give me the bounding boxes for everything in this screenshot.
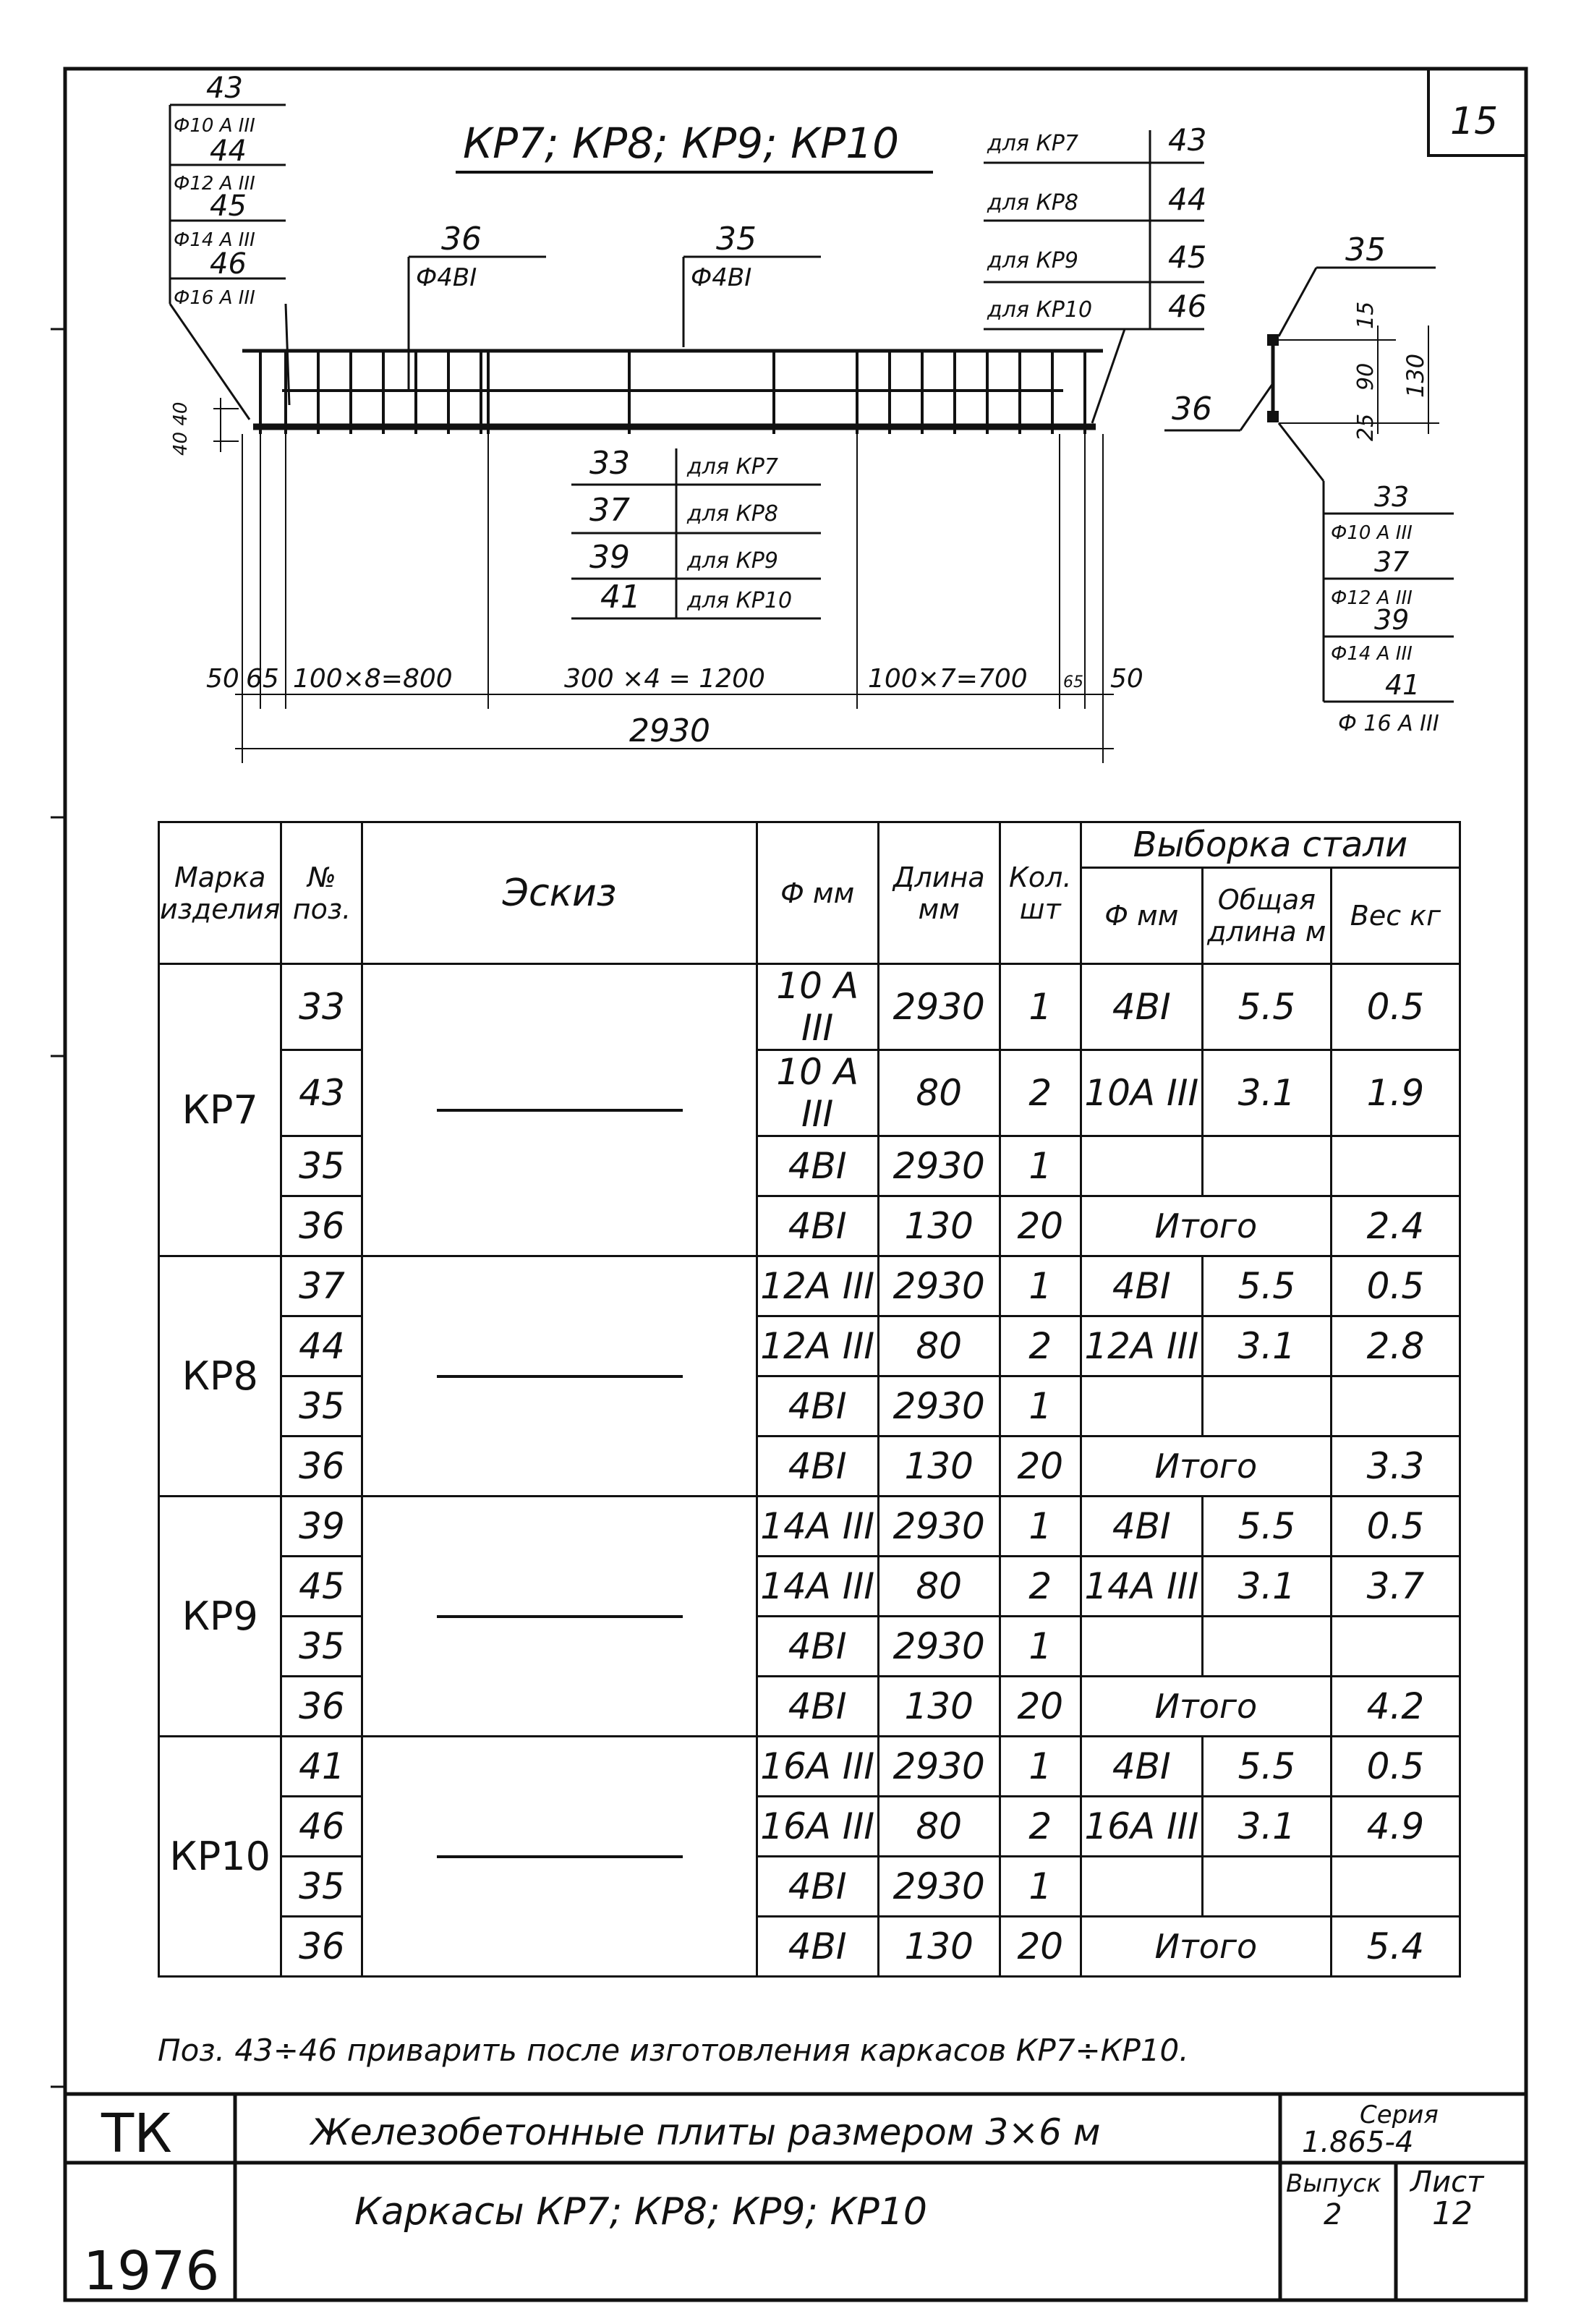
- series-label: Серия: [1360, 2100, 1439, 2129]
- pos-cell: 44: [281, 1316, 362, 1376]
- length-cell: 2930: [878, 1737, 1000, 1797]
- dia-cell: 4ВI: [757, 1196, 878, 1256]
- qty-cell: 2: [1000, 1316, 1081, 1376]
- pos-cell: 35: [281, 1617, 362, 1677]
- issue-value: 2: [1324, 2198, 1342, 2231]
- pos-cell: 39: [281, 1497, 362, 1557]
- qty-cell: 1: [1000, 964, 1081, 1050]
- left-callout-stack: [170, 72, 289, 420]
- center-legend-pos-2: 39: [589, 539, 630, 576]
- header-steel-weight: Вес кг: [1331, 868, 1460, 964]
- sketch-bar: [437, 1375, 683, 1378]
- section-callout-5: Ф14 А III: [1331, 643, 1413, 665]
- center-legend: [571, 445, 821, 618]
- section-callout-7: Ф 16 А III: [1338, 711, 1439, 736]
- right-legend-label-3: для КР10: [987, 297, 1093, 323]
- steel-dia-cell: 4ВI: [1081, 1256, 1202, 1316]
- table-row: [159, 964, 1460, 1050]
- length-cell: 130: [878, 1677, 1000, 1737]
- qty-cell: 1: [1000, 1497, 1081, 1557]
- dia-cell: 4ВI: [757, 1436, 878, 1497]
- steel-weight-cell: 3.7: [1331, 1557, 1460, 1617]
- dia-cell: 4ВI: [757, 1617, 878, 1677]
- qty-cell: 1: [1000, 1376, 1081, 1436]
- dia-cell: 14А III: [757, 1497, 878, 1557]
- dim-seg1: 100×8=800: [293, 664, 453, 694]
- length-cell: 2930: [878, 1376, 1000, 1436]
- empty-cell: [1331, 1136, 1460, 1196]
- sketch-bar: [437, 1855, 683, 1858]
- table-row: [159, 1436, 1460, 1497]
- sketch-cell: [362, 964, 757, 1256]
- qty-cell: 1: [1000, 1737, 1081, 1797]
- empty-cell: [1202, 1617, 1331, 1677]
- dim-50-left: 50: [206, 664, 239, 694]
- empty-cell: [1081, 1617, 1202, 1677]
- header-length: Длина мм: [878, 822, 1000, 964]
- section-callout-2: 37: [1374, 546, 1410, 578]
- series-value: 1.865-4: [1302, 2126, 1414, 2159]
- empty-cell: [1081, 1857, 1202, 1917]
- section-dim-15: 15: [1353, 301, 1379, 329]
- empty-cell: [1331, 1617, 1460, 1677]
- qty-cell: 1: [1000, 1617, 1081, 1677]
- left-callout-0: 43: [206, 72, 243, 105]
- total-value-cell: 3.3: [1331, 1436, 1460, 1497]
- length-cell: 2930: [878, 1256, 1000, 1316]
- dim-50-right: 50: [1110, 664, 1143, 694]
- total-value-cell: 5.4: [1331, 1917, 1460, 1977]
- right-legend-label-2: для КР9: [987, 248, 1078, 273]
- length-cell: 80: [878, 1557, 1000, 1617]
- section-callout-4: 39: [1374, 604, 1410, 636]
- sketch-cell: [362, 1497, 757, 1737]
- callout-35-dia: Ф4ВI: [691, 263, 752, 292]
- steel-weight-cell: 0.5: [1331, 1256, 1460, 1316]
- steel-weight-cell: 0.5: [1331, 964, 1460, 1050]
- section-callout-0: 33: [1374, 481, 1410, 513]
- sheet-label: Лист: [1410, 2166, 1484, 2199]
- qty-cell: 1: [1000, 1136, 1081, 1196]
- center-legend-label-2: для КР9: [687, 548, 778, 574]
- pos-cell: 37: [281, 1256, 362, 1316]
- header-mark: Марка изделия: [159, 822, 281, 964]
- steel-length-cell: 5.5: [1202, 1497, 1331, 1557]
- pos-cell: 43: [281, 1050, 362, 1136]
- pos-cell: 45: [281, 1557, 362, 1617]
- left-callout-5: Ф14 А III: [174, 229, 255, 251]
- left-callout-4: 45: [210, 190, 247, 223]
- length-cell: 130: [878, 1196, 1000, 1256]
- pos-cell: 36: [281, 1677, 362, 1737]
- dia-cell: 10 А III: [757, 964, 878, 1050]
- right-legend-pos-1: 44: [1168, 182, 1207, 217]
- header-sketch: Эскиз: [362, 822, 757, 964]
- section-dim-130: 130: [1402, 353, 1429, 398]
- steel-weight-cell: 0.5: [1331, 1497, 1460, 1557]
- table-body: [159, 964, 1460, 1977]
- table-row: [159, 1797, 1460, 1857]
- callout-36-pos: 36: [441, 221, 482, 257]
- steel-dia-cell: 4ВI: [1081, 964, 1202, 1050]
- steel-length-cell: 5.5: [1202, 1256, 1331, 1316]
- header-dia: Ф мм: [757, 822, 878, 964]
- dia-cell: 10 А III: [757, 1050, 878, 1136]
- qty-cell: 20: [1000, 1677, 1081, 1737]
- steel-weight-cell: 1.9: [1331, 1050, 1460, 1136]
- issue-label: Выпуск: [1286, 2169, 1381, 2198]
- steel-length-cell: 5.5: [1202, 1737, 1331, 1797]
- specification-table: [158, 821, 1461, 1978]
- total-label-cell: Итого: [1081, 1917, 1331, 1977]
- right-legend-label-1: для КР8: [987, 190, 1078, 216]
- table-row: [159, 1857, 1460, 1917]
- center-legend-label-0: для КР7: [687, 454, 778, 480]
- section-callout-3: Ф12 А III: [1331, 587, 1413, 609]
- dim-65-left: 65: [246, 664, 279, 694]
- length-cell: 130: [878, 1436, 1000, 1497]
- margin-signatures: [51, 329, 65, 2087]
- length-cell: 80: [878, 1316, 1000, 1376]
- qty-cell: 20: [1000, 1196, 1081, 1256]
- mark-cell: КР7: [159, 964, 281, 1256]
- steel-dia-cell: 4ВI: [1081, 1737, 1202, 1797]
- right-legend-pos-2: 45: [1168, 239, 1207, 275]
- dia-cell: 4ВI: [757, 1376, 878, 1436]
- dia-cell: 4ВI: [757, 1857, 878, 1917]
- sketch-cell: [362, 1737, 757, 1977]
- empty-cell: [1202, 1136, 1331, 1196]
- dim-seg2: 300 ×4 = 1200: [564, 664, 765, 694]
- pos-cell: 35: [281, 1376, 362, 1436]
- sketch-bar: [437, 1109, 683, 1112]
- right-legend-pos-3: 46: [1168, 289, 1207, 324]
- table-row: [159, 1617, 1460, 1677]
- callout-35-pos: 35: [716, 221, 757, 257]
- table-row: [159, 1196, 1460, 1256]
- left-callout-1: Ф10 А III: [174, 115, 255, 137]
- pos-cell: 36: [281, 1436, 362, 1497]
- qty-cell: 2: [1000, 1557, 1081, 1617]
- mark-cell: КР9: [159, 1497, 281, 1737]
- right-legend-pos-0: 43: [1168, 122, 1207, 158]
- pos-cell: 36: [281, 1196, 362, 1256]
- section-dim-90: 90: [1353, 362, 1379, 391]
- pos-cell: 35: [281, 1857, 362, 1917]
- drawing-heading: КР7; КР8; КР9; КР10: [463, 119, 900, 168]
- dia-cell: 4ВI: [757, 1677, 878, 1737]
- section-dim-25: 25: [1353, 413, 1379, 441]
- dim-seg3: 100×7=700: [868, 664, 1028, 694]
- right-legend-label-0: для КР7: [987, 131, 1078, 156]
- dia-cell: 4ВI: [757, 1917, 878, 1977]
- title-year: 1976: [83, 2240, 220, 2302]
- center-legend-pos-3: 41: [600, 579, 641, 616]
- sheet-number: 15: [1450, 100, 1499, 143]
- left-callout-3: Ф12 А III: [174, 173, 255, 195]
- steel-weight-cell: 2.8: [1331, 1316, 1460, 1376]
- empty-cell: [1202, 1376, 1331, 1436]
- empty-cell: [1202, 1857, 1331, 1917]
- qty-cell: 2: [1000, 1050, 1081, 1136]
- length-cell: 80: [878, 1050, 1000, 1136]
- sheet-value: 12: [1432, 2195, 1473, 2232]
- section-callout-1: Ф10 А III: [1331, 522, 1413, 544]
- total-value-cell: 2.4: [1331, 1196, 1460, 1256]
- steel-length-cell: 5.5: [1202, 964, 1331, 1050]
- pos-cell: 33: [281, 964, 362, 1050]
- qty-cell: 20: [1000, 1917, 1081, 1977]
- total-label-cell: Итого: [1081, 1677, 1331, 1737]
- section-label-36: 36: [1172, 391, 1212, 427]
- empty-cell: [1331, 1857, 1460, 1917]
- cage-elevation: [213, 351, 1114, 763]
- qty-cell: 1: [1000, 1256, 1081, 1316]
- steel-weight-cell: 0.5: [1331, 1737, 1460, 1797]
- table-row: [159, 1376, 1460, 1436]
- header-steel-group: Выборка стали: [1081, 822, 1460, 868]
- qty-cell: 1: [1000, 1857, 1081, 1917]
- header-steel-dia: Ф мм: [1081, 868, 1202, 964]
- table-row: [159, 1677, 1460, 1737]
- dim-65-right: 65: [1063, 673, 1083, 691]
- title-org: ТК: [101, 2103, 172, 2165]
- dia-cell: 12А III: [757, 1316, 878, 1376]
- footnote: Поз. 43÷46 приварить после изготовления каркасов КР7÷КР10.: [158, 2033, 1189, 2068]
- dia-cell: 4ВI: [757, 1136, 878, 1196]
- table-row: [159, 1256, 1460, 1316]
- center-legend-label-3: для КР10: [687, 588, 793, 613]
- total-label-cell: Итого: [1081, 1196, 1331, 1256]
- steel-weight-cell: 4.9: [1331, 1797, 1460, 1857]
- header-pos: № поз.: [281, 822, 362, 964]
- center-legend-pos-1: 37: [589, 492, 630, 529]
- table-header-row-1: [159, 822, 1460, 868]
- mark-cell: КР8: [159, 1256, 281, 1497]
- pos-cell: 36: [281, 1917, 362, 1977]
- table-row: [159, 1737, 1460, 1797]
- steel-dia-cell: 10А III: [1081, 1050, 1202, 1136]
- pos-cell: 41: [281, 1737, 362, 1797]
- qty-cell: 2: [1000, 1797, 1081, 1857]
- steel-dia-cell: 4ВI: [1081, 1497, 1202, 1557]
- dia-cell: 16А III: [757, 1737, 878, 1797]
- steel-dia-cell: 16А III: [1081, 1797, 1202, 1857]
- center-legend-pos-0: 33: [589, 445, 630, 482]
- length-cell: 2930: [878, 1497, 1000, 1557]
- steel-length-cell: 3.1: [1202, 1316, 1331, 1376]
- dia-cell: 16А III: [757, 1797, 878, 1857]
- steel-length-cell: 3.1: [1202, 1797, 1331, 1857]
- left-callout-6: 46: [210, 247, 247, 281]
- table-row: [159, 1917, 1460, 1977]
- length-cell: 2930: [878, 1617, 1000, 1677]
- table-row: [159, 1497, 1460, 1557]
- length-cell: 2930: [878, 1136, 1000, 1196]
- steel-length-cell: 3.1: [1202, 1557, 1331, 1617]
- qty-cell: 20: [1000, 1436, 1081, 1497]
- left-callout-2: 44: [210, 135, 247, 168]
- dia-cell: 12А III: [757, 1256, 878, 1316]
- table-row: [159, 1316, 1460, 1376]
- header-qty: Кол. шт: [1000, 822, 1081, 964]
- total-label-cell: Итого: [1081, 1436, 1331, 1497]
- mark-cell: КР10: [159, 1737, 281, 1977]
- table-row: [159, 1050, 1460, 1136]
- title-main: Железобетонные плиты размером 3×6 м: [311, 2111, 1101, 2153]
- steel-length-cell: 3.1: [1202, 1050, 1331, 1136]
- sketch-bar: [437, 1615, 683, 1618]
- dia-cell: 14А III: [757, 1557, 878, 1617]
- length-cell: 130: [878, 1917, 1000, 1977]
- empty-cell: [1081, 1136, 1202, 1196]
- center-legend-label-1: для КР8: [687, 501, 778, 527]
- callout-36-dia: Ф4ВI: [416, 263, 477, 292]
- empty-cell: [1081, 1376, 1202, 1436]
- header-steel-length: Общая длина м: [1202, 868, 1331, 964]
- section-label-35: 35: [1345, 231, 1386, 268]
- length-cell: 2930: [878, 964, 1000, 1050]
- table-row: [159, 1136, 1460, 1196]
- steel-dia-cell: 12А III: [1081, 1316, 1202, 1376]
- length-cell: 80: [878, 1797, 1000, 1857]
- total-value-cell: 4.2: [1331, 1677, 1460, 1737]
- empty-cell: [1331, 1376, 1460, 1436]
- dim-height: 40 40: [170, 401, 192, 456]
- cross-section: [1164, 231, 1454, 736]
- section-callout-6: 41: [1385, 669, 1420, 701]
- table-row: [159, 1557, 1460, 1617]
- pos-cell: 35: [281, 1136, 362, 1196]
- title-sub: Каркасы КР7; КР8; КР9; КР10: [354, 2190, 927, 2234]
- steel-dia-cell: 14А III: [1081, 1557, 1202, 1617]
- sketch-cell: [362, 1256, 757, 1497]
- pos-cell: 46: [281, 1797, 362, 1857]
- dim-total: 2930: [629, 712, 710, 749]
- right-legend: [984, 122, 1206, 423]
- length-cell: 2930: [878, 1857, 1000, 1917]
- left-callout-7: Ф16 А III: [174, 287, 255, 309]
